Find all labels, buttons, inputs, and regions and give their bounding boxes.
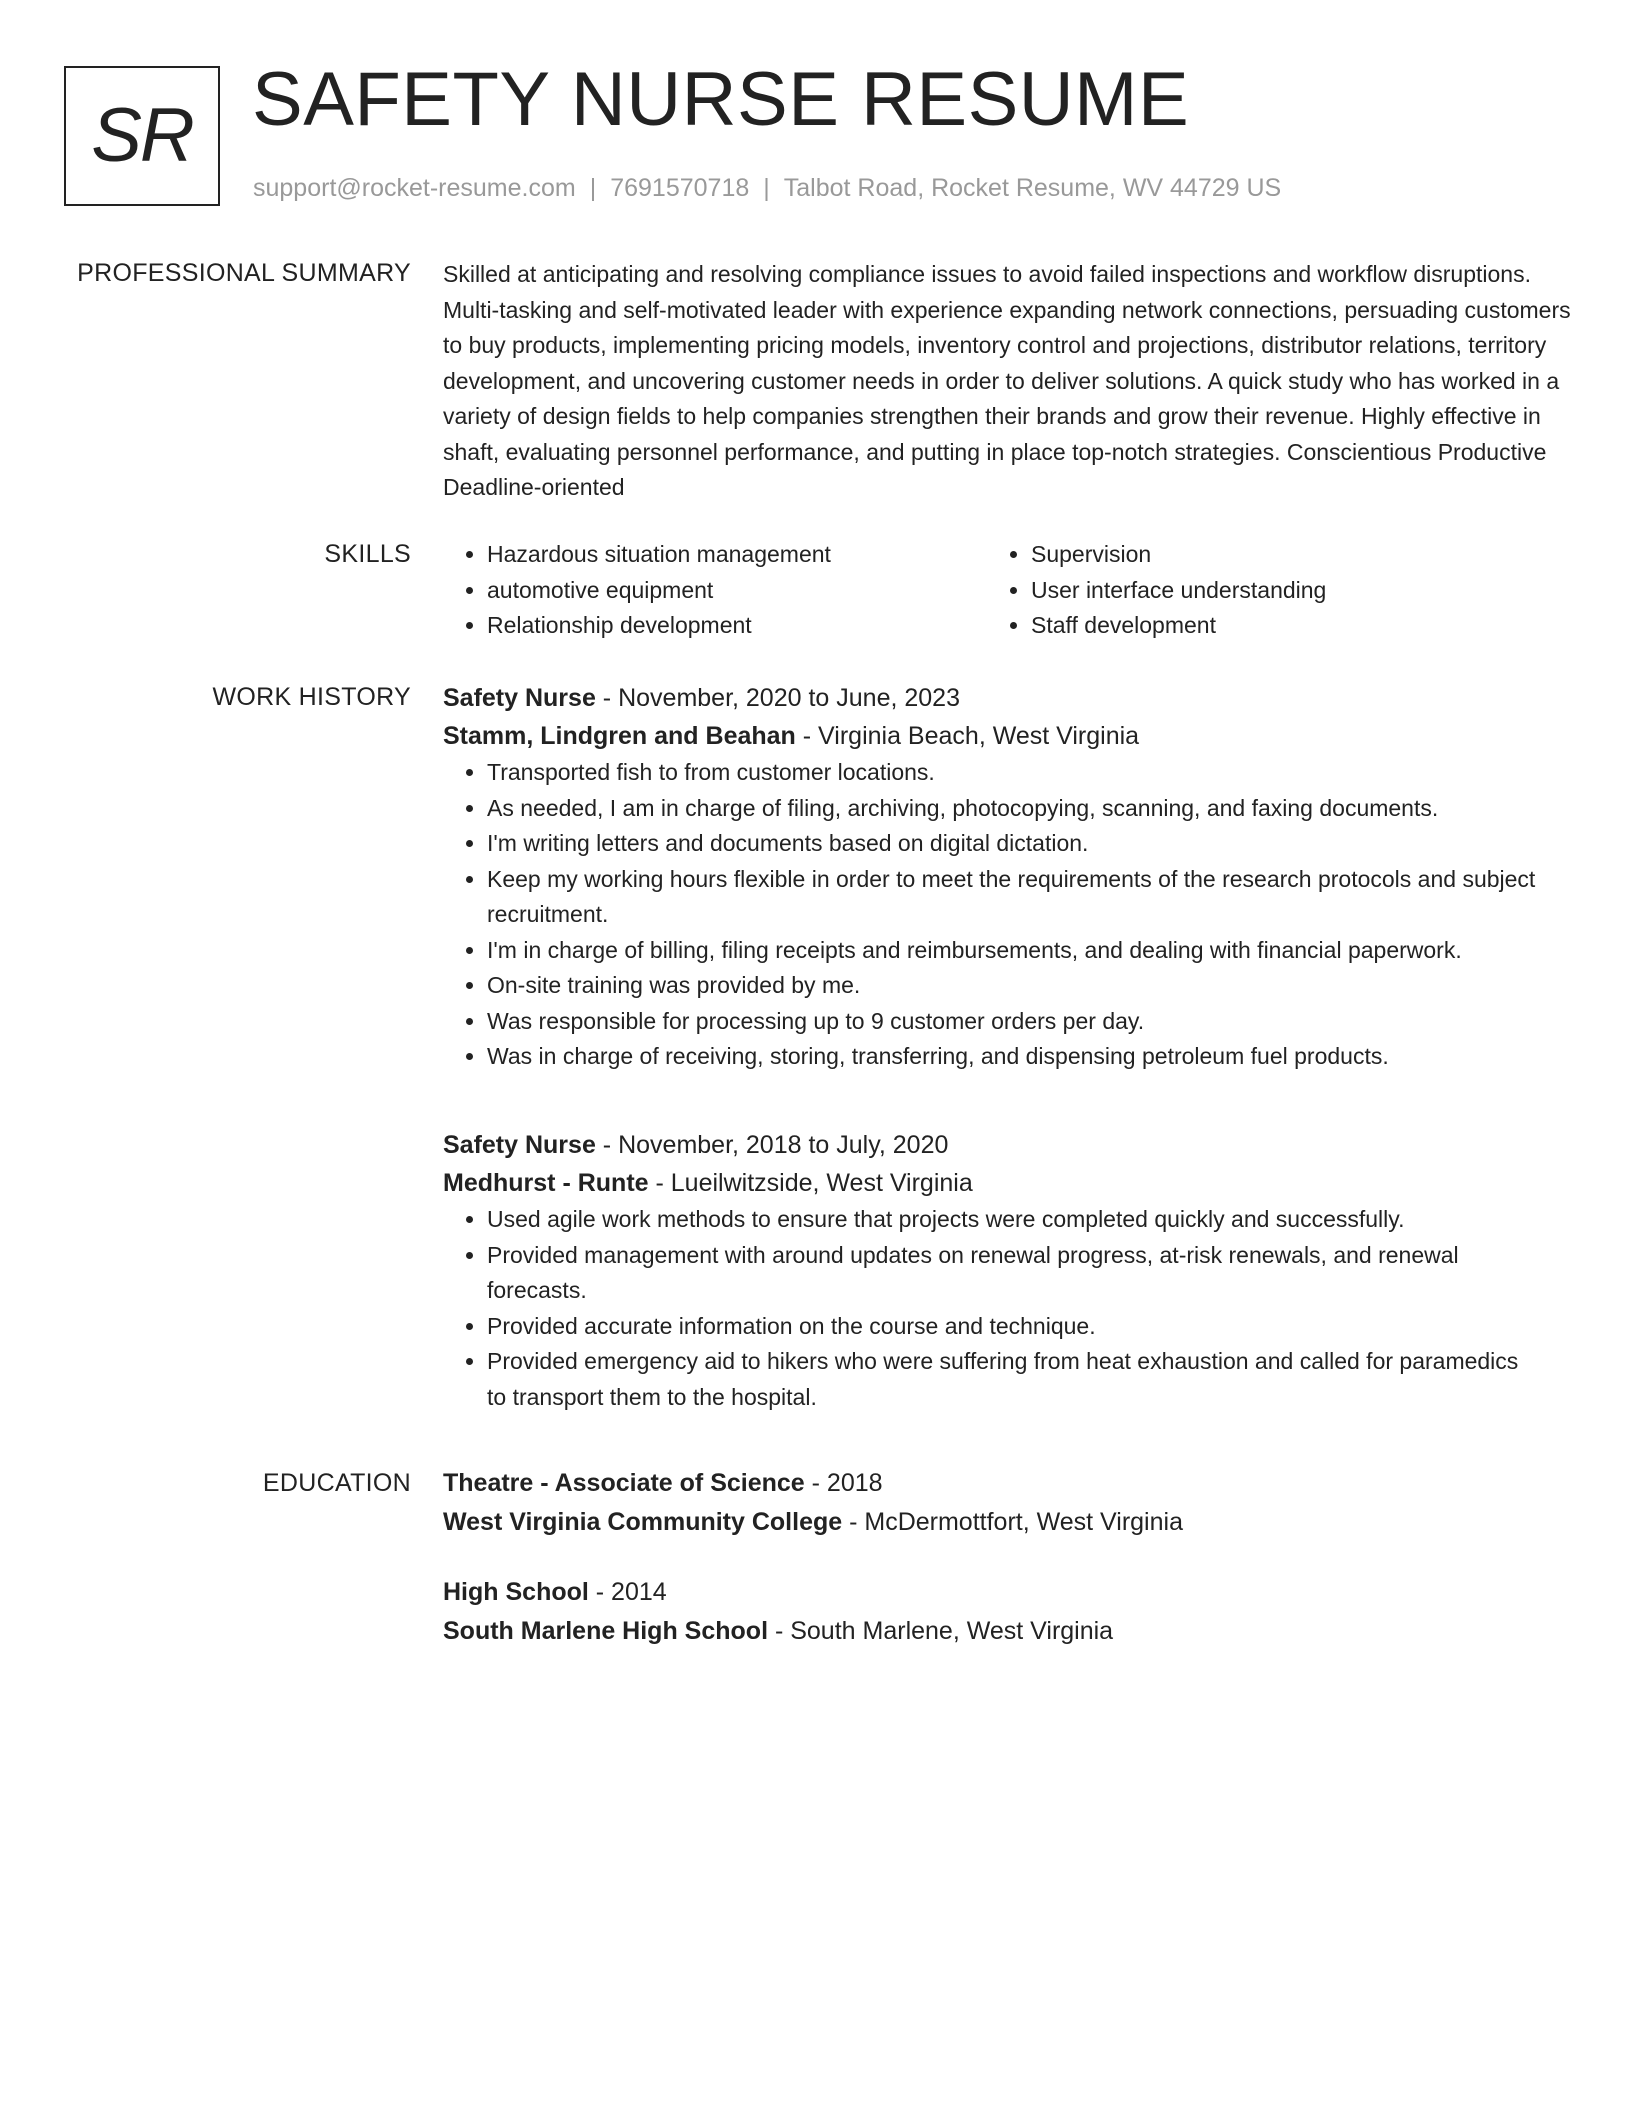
education-entry bbox=[443, 1464, 1573, 1542]
skill-item: • automotive equipment bbox=[487, 573, 987, 609]
skills-column-right bbox=[987, 537, 1531, 644]
contact-separator: | bbox=[589, 174, 597, 202]
monogram-box bbox=[64, 66, 220, 206]
section-label-summary: PROFESSIONAL SUMMARY bbox=[77, 259, 411, 287]
job-bullet: • Was in charge of receiving, storing, transferring, and dispensing petroleum fuel products. bbox=[487, 1039, 1573, 1075]
job-location: - Virginia Beach, West Virginia bbox=[795, 722, 1140, 750]
job-location: - Lueilwitzside, West Virginia bbox=[648, 1169, 973, 1197]
section-label-education: EDUCATION bbox=[262, 1469, 411, 1497]
job-company: Medhurst - Runte bbox=[443, 1169, 649, 1197]
education-location: - McDermottfort, West Virginia bbox=[842, 1508, 1183, 1536]
skills-section bbox=[443, 537, 1573, 644]
summary-section bbox=[443, 257, 1573, 506]
education-degree-line bbox=[443, 1464, 1573, 1503]
job-bullet-list bbox=[443, 1202, 1573, 1415]
contact-separator: | bbox=[763, 174, 770, 202]
contact-phone: 7691570718 bbox=[610, 174, 750, 202]
education-degree: High School bbox=[443, 1578, 589, 1606]
job-company-line bbox=[443, 1164, 1573, 1202]
job-entry bbox=[443, 1126, 1573, 1415]
job-company-line bbox=[443, 717, 1573, 755]
education-degree-line bbox=[443, 1573, 1573, 1612]
skill-item: • Staff development bbox=[1031, 608, 1531, 644]
education-school: West Virginia Community College bbox=[443, 1508, 843, 1536]
job-dates: - November, 2018 to July, 2020 bbox=[595, 1131, 949, 1159]
job-bullet: • Was responsible for processing up to 9 customer orders per day. bbox=[487, 1004, 1573, 1040]
job-title: Safety Nurse bbox=[443, 1131, 596, 1159]
skill-item: • Supervision bbox=[1031, 537, 1531, 573]
education-school: South Marlene High School bbox=[443, 1617, 769, 1645]
skill-item: • Hazardous situation management bbox=[487, 537, 987, 573]
job-dates: - November, 2020 to June, 2023 bbox=[595, 684, 960, 712]
job-bullet: • Provided management with around updates on renewal progress, at-risk renewals, and renewal forecasts. bbox=[487, 1238, 1573, 1309]
job-bullet: • As needed, I am in charge of filing, archiving, photocopying, scanning, and faxing documents. bbox=[487, 791, 1573, 827]
education-entry bbox=[443, 1573, 1573, 1651]
job-bullet: • Transported fish to from customer locations. bbox=[487, 755, 1573, 791]
job-title-line bbox=[443, 679, 1573, 717]
job-bullet: • On-site training was provided by me. bbox=[487, 968, 1573, 1004]
job-entry bbox=[443, 679, 1573, 1075]
skill-item: • User interface understanding bbox=[1031, 573, 1531, 609]
job-bullet-list bbox=[443, 755, 1573, 1075]
contact-email: support@rocket-resume.com bbox=[253, 174, 576, 202]
education-school-line bbox=[443, 1503, 1573, 1542]
resume-title: SAFETY NURSE RESUME bbox=[252, 57, 1190, 142]
section-label-skills: SKILLS bbox=[324, 540, 411, 568]
education-degree: Theatre - Associate of Science bbox=[443, 1469, 805, 1497]
section-label-work: WORK HISTORY bbox=[212, 683, 411, 711]
job-bullet: • Used agile work methods to ensure that projects were completed quickly and successfully. bbox=[487, 1202, 1573, 1238]
skills-column-left bbox=[443, 537, 987, 644]
education-location: - South Marlene, West Virginia bbox=[768, 1617, 1114, 1645]
job-bullet: • I'm in charge of billing, filing receipts and reimbursements, and dealing with financial paperwork. bbox=[487, 933, 1573, 969]
job-title-line bbox=[443, 1126, 1573, 1164]
skill-item: • Relationship development bbox=[487, 608, 987, 644]
education-year: - 2014 bbox=[588, 1578, 667, 1606]
contact-address: Talbot Road, Rocket Resume, WV 44729 US bbox=[783, 174, 1282, 202]
job-title: Safety Nurse bbox=[443, 684, 596, 712]
monogram-initials: SR bbox=[91, 93, 193, 178]
job-company: Stamm, Lindgren and Beahan bbox=[443, 722, 796, 750]
contact-line bbox=[253, 172, 1281, 204]
summary-text: Skilled at anticipating and resolving compliance issues to avoid failed inspections and workflow disruptions. Multi-tasking and self-motivated leader with experience expanding network connections, persuading customers to buy products, implementing pricing models, inventory control and projections, distributor relations, territory development, and uncovering customer needs in order to deliver solutions. A quick study who has worked in a variety of design fields to help companies strengthen their brands and grow their revenue. Highly effective in shaft, evaluating personnel performance, and putting in place top-notch strategies. Conscientious Productive Deadline-oriented bbox=[443, 261, 1571, 500]
job-bullet: • Provided accurate information on the course and technique. bbox=[487, 1309, 1573, 1345]
job-bullet: • Keep my working hours flexible in order to meet the requirements of the research protocols and subject recruitment. bbox=[487, 862, 1573, 933]
job-bullet: • I'm writing letters and documents based on digital dictation. bbox=[487, 826, 1573, 862]
job-bullet: • Provided emergency aid to hikers who were suffering from heat exhaustion and called for paramedics to transport them to the hospital. bbox=[487, 1344, 1573, 1415]
education-year: - 2018 bbox=[804, 1469, 883, 1497]
education-school-line bbox=[443, 1612, 1573, 1651]
